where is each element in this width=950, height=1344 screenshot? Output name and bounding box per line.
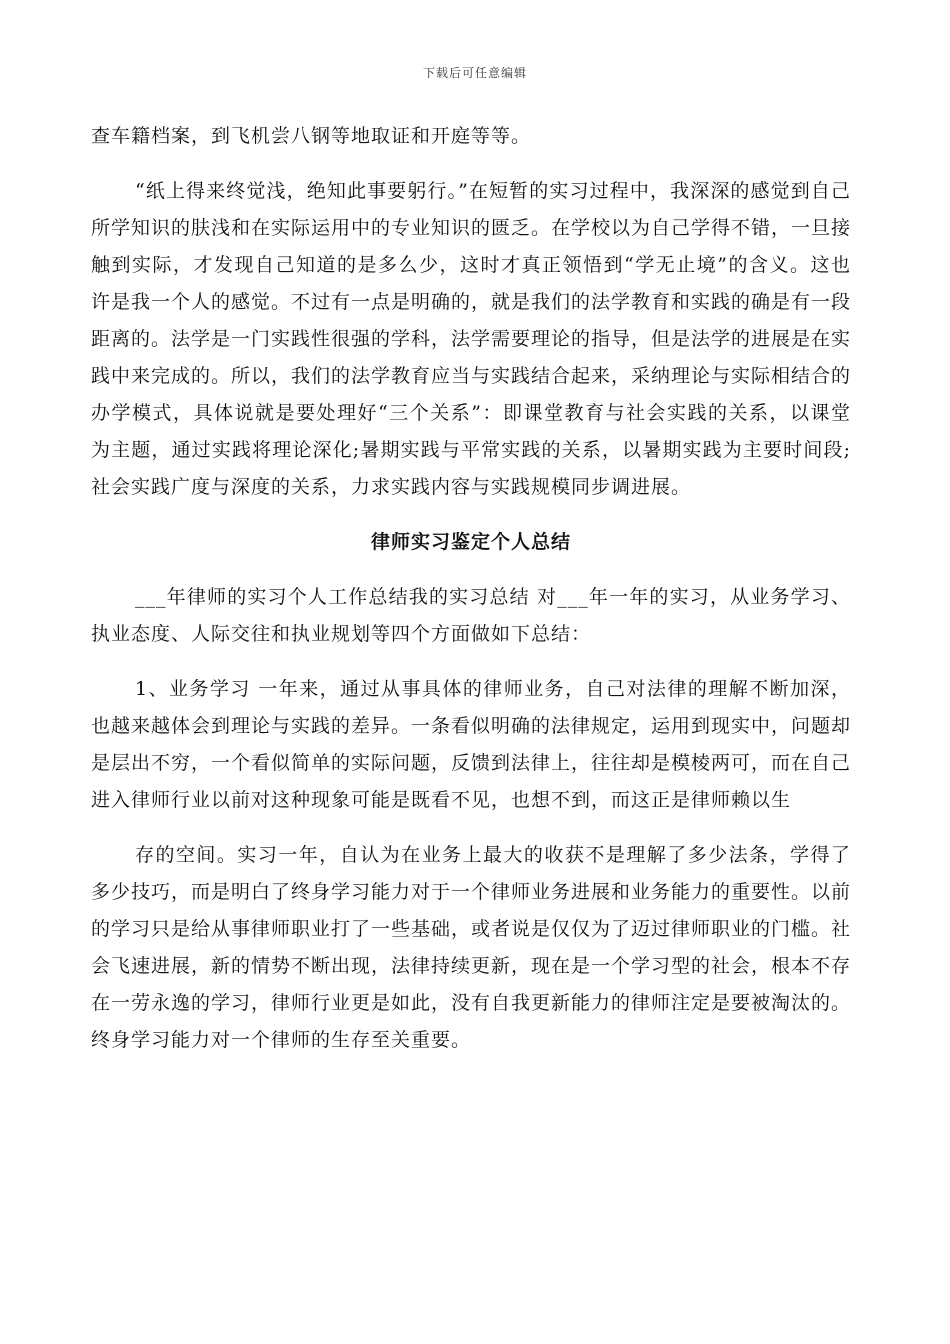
paragraph-1: 查车籍档案，到飞机尝八钢等地取证和开庭等等。 [91, 125, 532, 147]
paragraph-gap [91, 155, 851, 173]
paragraph-gap [91, 506, 851, 524]
paragraph-2: “纸上得来终觉浅，绝知此事要躬行。”在短暂的实习过程中，我深深的感觉到自己所学知识的肤浅和在实际运用中的专业知识的匮乏。在学校以为自己学得不错，一旦接触到实际，才发现自己知道的是多么少，这时才真正领悟到“学无止境”的含义。这也许是我一个人的感觉。不过有一点是明确的，就是我们的法学教育和实践的确是有一段距离的。法学是一门实践性很强的学科，法学需要理论的指导，但是法学的进展是在实践中来完成的。所以，我们的法学教育应当与实践结合起来，采纳理论与实际相结合的办学模式，具体说就是要处理好“三个关系”：即课堂教育与社会实践的关系，以课堂为主题，通过实践将理论深化;暑期实践与平常实践的关系，以暑期实践为主要时间段;社会实践广度与深度的关系，力求实践内容与实践规模同步调进展。 [91, 180, 852, 498]
paragraph-gap [91, 819, 851, 837]
page-header: 下载后可任意编辑 [422, 66, 527, 80]
paragraph-5: 存的空间。实习一年，自认为在业务上最大的收获不是理解了多少法条，学得了多少技巧，而是明白了终身学习能力对于一个律师业务进展和业务能力的重要性。以前的学习只是给从事律师职业打了一些基础，或者说是仅仅为了迈过律师职业的门槛。社会飞速进展，新的情势不断出现，法律持续更新，现在是一个学习型的社会，根本不存在一劳永逸的学习，律师行业更是如此，没有自我更新能力的律师注定是要被淘汰的。终身学习能力对一个律师的生存至关重要。 [91, 844, 852, 1051]
paragraph-4: 1、业务学习 一年来，通过从事具体的律师业务，自己对法律的理解不断加深，也越来越体会到理论与实践的差异。一条看似明确的法律规定，运用到现实中，问题却是层出不穷，一个看似简单的实际问题，反馈到法律上，往往却是模棱两可，而在自己进入律师行业以前对这种现象可能是既看不见，也想不到，而这正是律师赖以生 [91, 678, 852, 811]
section-title: 律师实习鉴定个人总结 [370, 531, 571, 553]
paragraph-3: ___年律师的实习个人工作总结我的实习总结 对___年一年的实习，从业务学习、执业态度、人际交往和执业规划等四个方面做如下总结： [91, 586, 851, 645]
paragraph-gap [91, 653, 851, 671]
document-body [91, 118, 851, 1059]
paragraph-gap [91, 561, 851, 579]
